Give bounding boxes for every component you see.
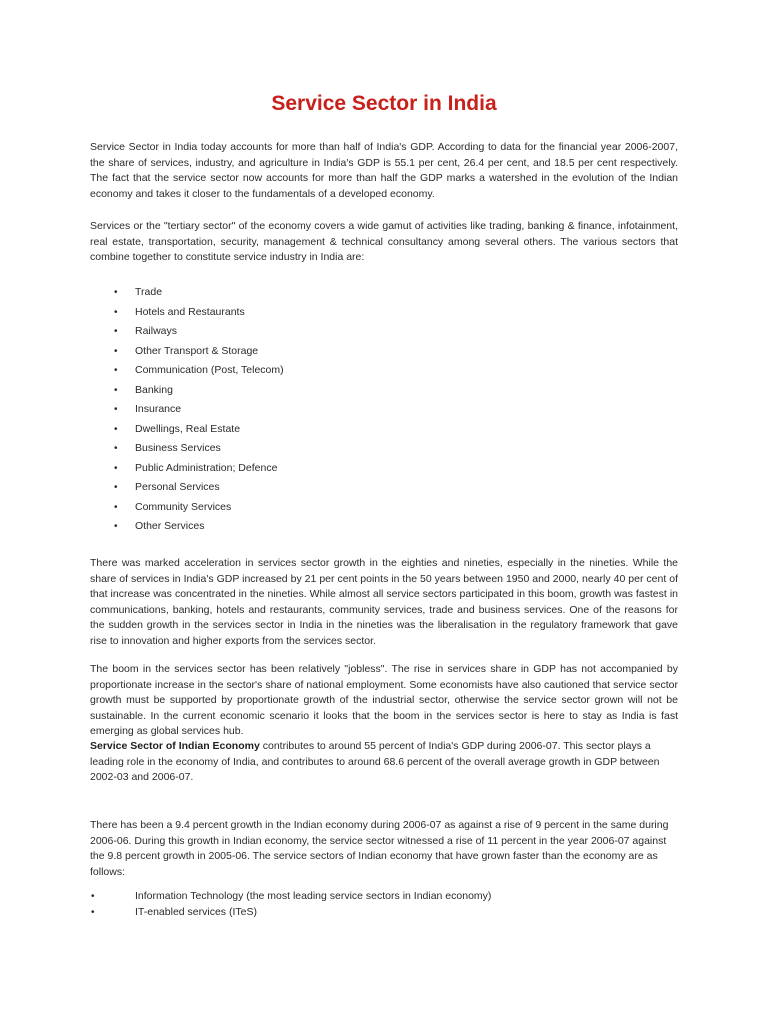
paragraph-text: contributes to around 55 percent of India's GDP during 2006-07. This sector plays a leading role in the economy of India, and contributes to around 68.6 percent of the overall average growth in GDP between 2002-03 and 2006-07. <box>90 740 660 784</box>
bullet-icon: • <box>114 462 118 474</box>
list-item: • Public Administration; Defence <box>114 461 278 474</box>
bullet-icon: • <box>114 365 118 376</box>
jobless-growth-paragraph: The boom in the services sector has been relatively "jobless". The rise in services share in GDP has not accompanied by proportionate increase in the sector's share of national employment. Some economists have also cautioned that service sector growth must be supported by proportionate growth of the industrial sector, otherwise the service sector grown will not be sustainable. In the current economic scenario it looks that the boom in the services sector is here to stay as India is fast emerging as global services hub. <box>90 663 678 738</box>
growth-rate-paragraph: There has been a 9.4 percent growth in the Indian economy during 2006-07 as against a rise of 9 percent in the same during 2006-06. During this growth in Indian economy, the service sector witnessed a rise of 11 percent in the year 2006-07 against the 9.8 percent growth in 2005-06. The service sectors of Indian economy that have grown faster than the economy are as follows: <box>90 819 669 878</box>
tertiary-sector-paragraph: Services or the "tertiary sector" of the economy covers a wide gamut of activities like trading, banking & finance, infotainment, real estate, transportation, security, management & technical consultancy among several others. The various sectors that combine together to constitute service industry in India are: <box>90 220 678 264</box>
bullet-icon: • <box>114 287 118 298</box>
bullet-icon: • <box>114 326 118 337</box>
list-item: • Banking <box>114 383 173 396</box>
list-item: • Trade <box>114 286 163 298</box>
bullet-icon: • <box>114 345 118 357</box>
bullet-icon: • <box>114 423 118 435</box>
bullet-icon: • <box>114 443 118 454</box>
economy-contribution-paragraph <box>90 739 678 786</box>
list-item: • Insurance <box>114 403 182 415</box>
bullet-icon: • <box>114 501 118 513</box>
bold-heading: Service Sector of Indian Economy <box>90 740 260 752</box>
list-item: • Community Services <box>114 500 232 513</box>
bullet-icon: • <box>91 891 95 902</box>
bullet-icon: • <box>114 306 118 318</box>
list-item: • Other Transport & Storage <box>114 344 259 357</box>
list-item: • Other Services <box>114 520 205 532</box>
list-item: • Railways <box>114 325 178 337</box>
bullet-icon: • <box>114 482 118 493</box>
growth-history-paragraph: There was marked acceleration in services sector growth in the eighties and nineties, especially in the nineties. While the share of services in India's GDP increased by 21 per cent points in the 50 years between 1950 and 2000, nearly 40 per cent of that increase was concentrated in the nineties. While almost all service sectors participated in this boom, growth was fastest in communications, banking, hotels and restaurants, community services, trade and business services. One of the reasons for the sudden growth in the services sector in India in the nineties was the liberalisation in the regulatory framework that gave rise to innovation and higher exports from the services sector. <box>90 557 678 647</box>
bullet-icon: • <box>114 384 118 396</box>
list-item: • Personal Services <box>114 481 220 493</box>
list-item: • IT-enabled services (ITeS) <box>91 906 257 918</box>
list-item: • Communication (Post, Telecom) <box>114 364 284 376</box>
intro-paragraph: Service Sector in India today accounts for more than half of India's GDP. According to data for the financial year 2006-2007, the share of services, industry, and agriculture in India's GDP is 55.1 per cent, 26.4 per cent, and 18.5 per cent respectively. The fact that the service sector now accounts for more than half the GDP marks a watershed in the evolution of the Indian economy and takes it closer to the fundamentals of a developed economy. <box>90 141 678 200</box>
bullet-icon: • <box>114 404 118 415</box>
list-item: • Hotels and Restaurants <box>114 305 245 318</box>
bullet-icon: • <box>114 521 118 532</box>
page-title: Service Sector in India <box>271 92 497 115</box>
bullet-icon: • <box>91 907 95 918</box>
list-item: • Information Technology (the most leading service sectors in Indian economy) <box>91 890 492 902</box>
list-item: • Business Services <box>114 442 221 454</box>
list-item: • Dwellings, Real Estate <box>114 422 241 435</box>
